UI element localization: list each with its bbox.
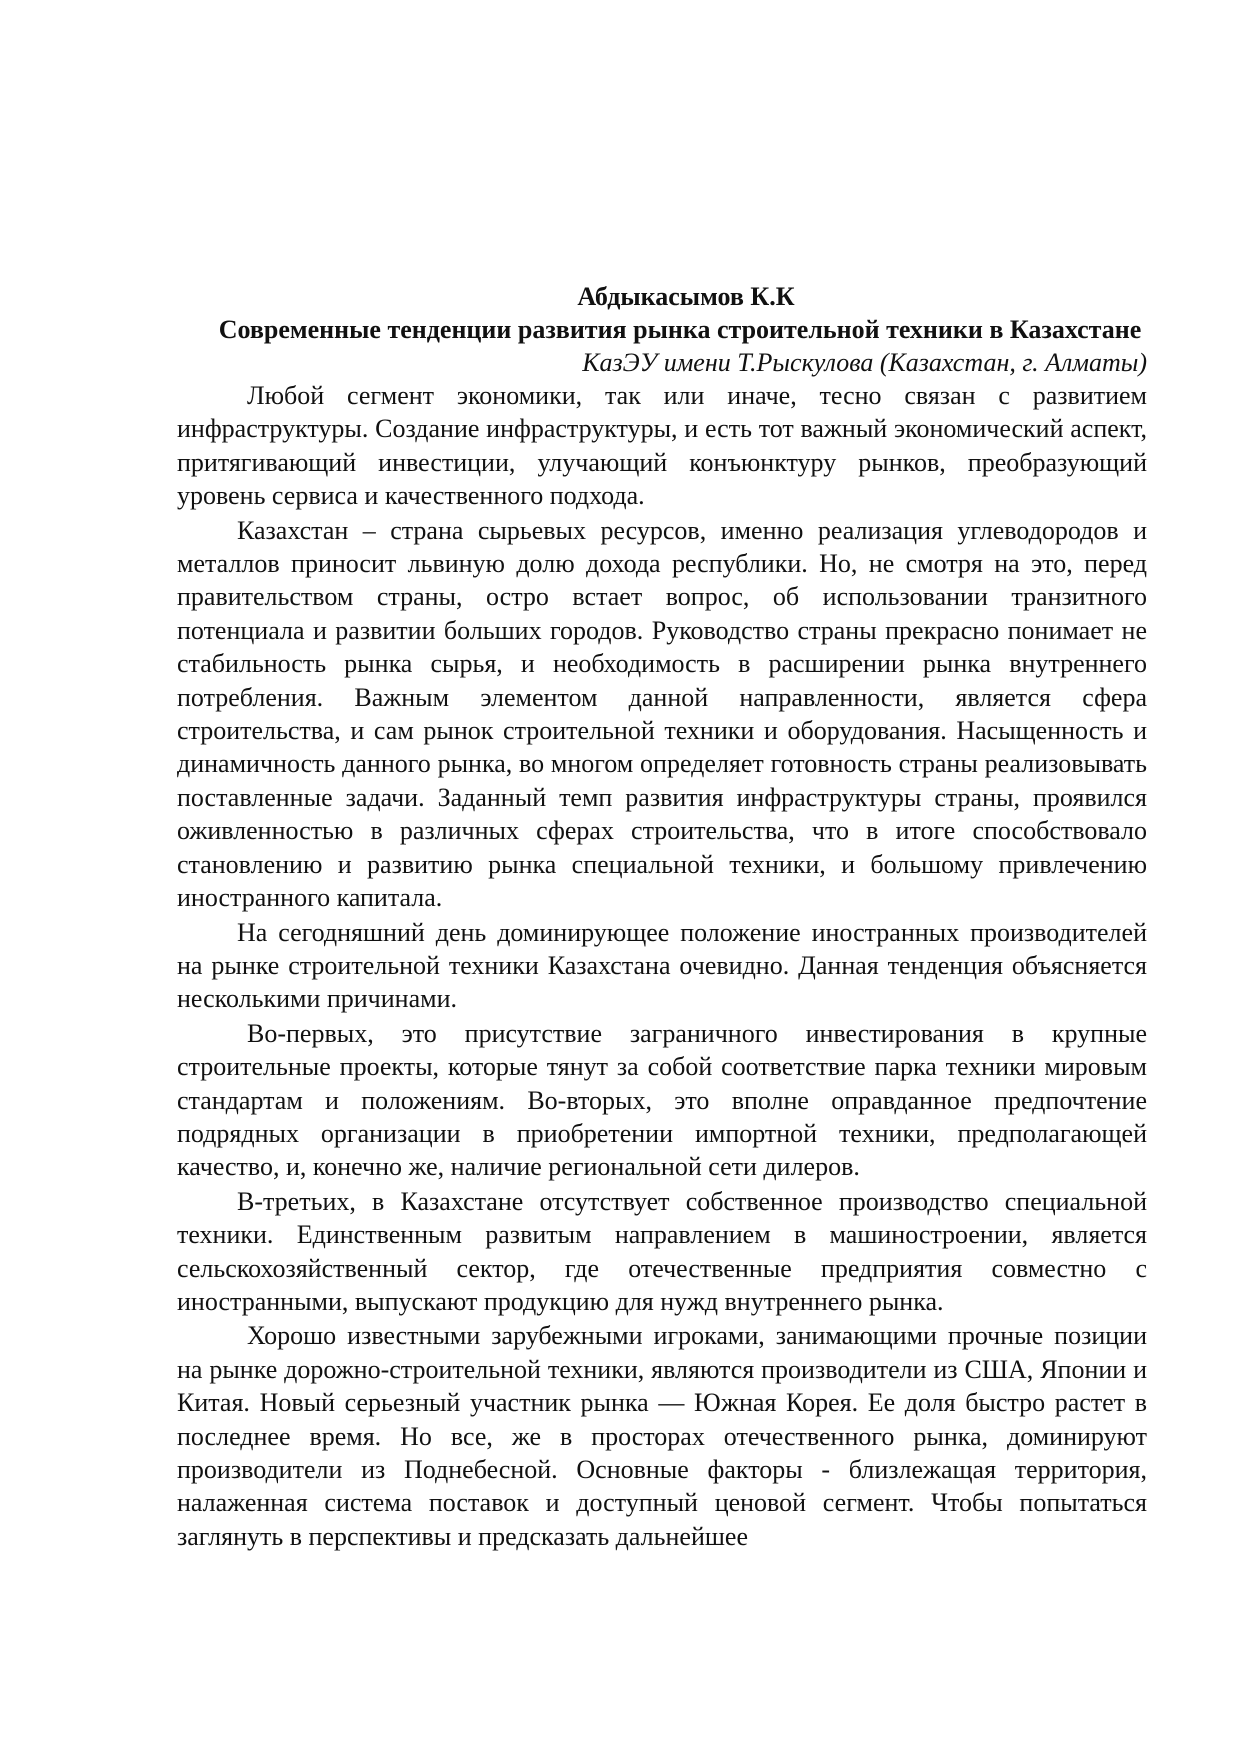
paragraph: Любой сегмент экономики, так или иначе, тесно связан с развитием инфраструктуры. Создание инфраструктуры, и есть тот важный экономический аспект, притягивающий инвестиции, улучающий конъюнктуру рынков, преобразующий уровень сервиса и качественного подхода. (177, 381, 1147, 511)
paragraph: Во-первых, это присутствие заграничного инвестирования в крупные строительные проекты, которые тянут за собой соответствие парка техники мировым стандартам и положениям. Во-вторых, это вполне оправданное предпочтение подрядных организации в приобретении импортной техники, предполагающей качество, и, конечно же, наличие региональной сети дилеров. (177, 1018, 1147, 1182)
paragraph: На сегодняшний день доминирующее положение иностранных производителей на рынке строительной техники Казахстана очевидно. Данная тенденция объясняется несколькими причинами. (177, 917, 1147, 1014)
article-body (177, 280, 1147, 1553)
article-title: Современные тенденции развития рынка строительной техники в Казахстане (218, 315, 1142, 344)
paragraph: В-третьих, в Казахстане отсутствует собственное производство специальной техники. Единственным развитым направлением в машиностроении, является сельскохозяйственный сектор, где отечественные предприятия совместно с иностранными, выпускают продукцию для нужд внутреннего рынка. (177, 1186, 1147, 1316)
affiliation: КазЭУ имени Т.Рыскулова (Казахстан, г. Алматы) (582, 348, 1147, 377)
author-name: Абдыкасымов К.К (577, 282, 795, 311)
paragraph: Хорошо известными зарубежными игроками, занимающими прочные позиции на рынке дорожно-строительной техники, являются производители из США, Японии и Китая. Новый серьезный участник рынка — Южная Корея. Ее доля быстро растет в последнее время. Но все, же в просторах отечественного рынка, доминируют производители из Поднебесной. Основные факторы - близлежащая территория, налаженная система поставок и доступный ценовой сегмент. Чтобы попытаться заглянуть в перспективы и предсказать дальнейшее (177, 1321, 1147, 1551)
paragraph: Казахстан – страна сырьевых ресурсов, именно реализация углеводородов и металлов приносит львиную долю дохода республики. Но, не смотря на это, перед правительством страны, остро встает вопрос, об использовании транзитного потенциала и развитии больших городов. Руководство страны прекрасно понимает не стабильность рынка сырья, и необходимость в расширении рынка внутреннего потребления. Важным элементом данной направленности, является сфера строительства, и сам рынок строительной техники и оборудования. Насыщенность и динамичность данного рынка, во многом определяет готовность страны реализовывать поставленные задачи. Заданный темп развития инфраструктуры страны, проявился оживленностью в различных сферах строительства, что в итоге способствовало становлению и развитию рынка специальной техники, и большому привлечению иностранного капитала. (177, 515, 1147, 913)
